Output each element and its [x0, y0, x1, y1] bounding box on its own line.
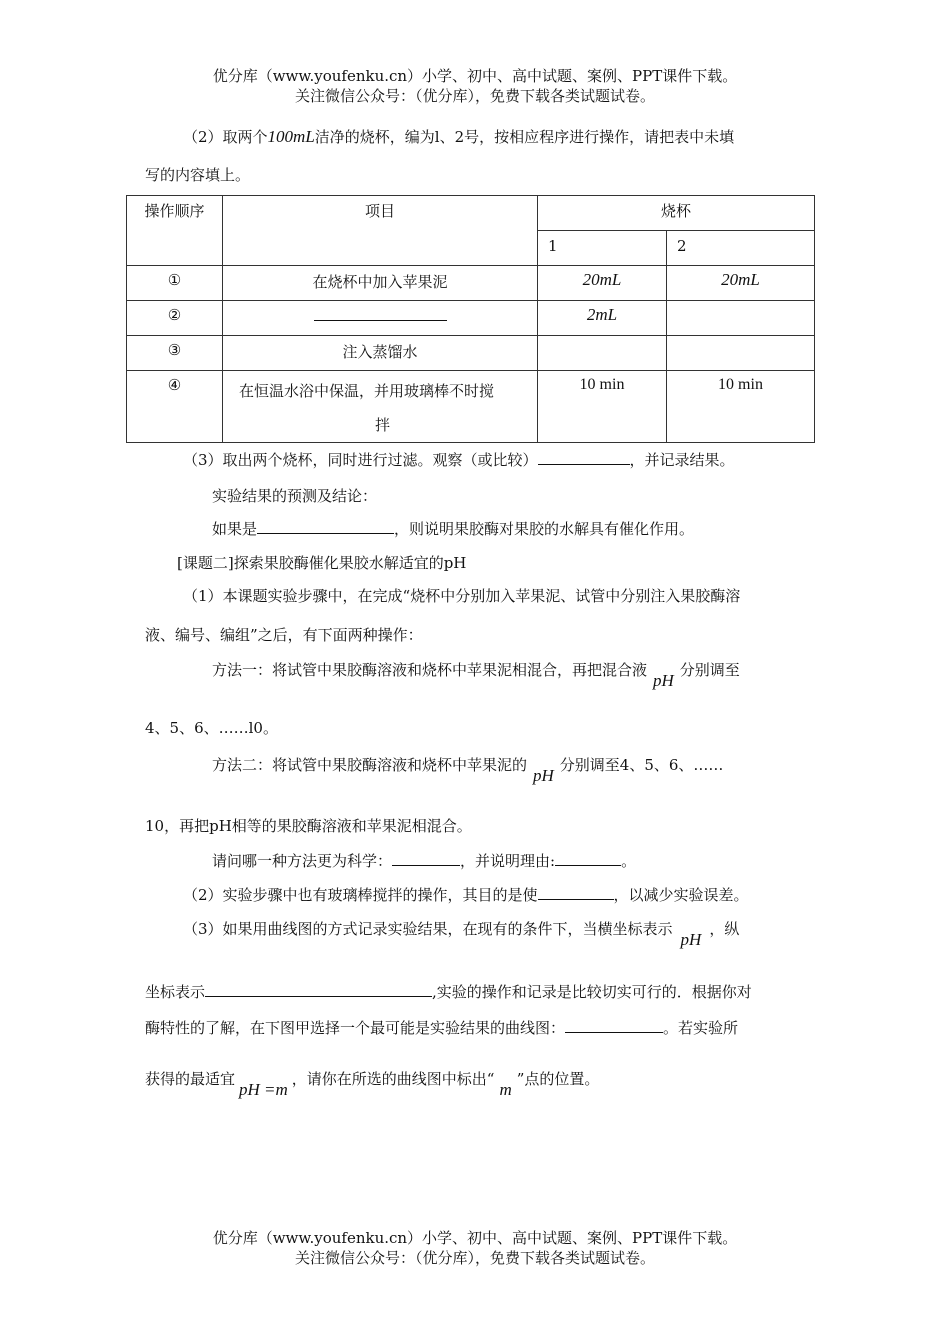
para-3-line-2: 实验结果的预测及结论： — [212, 487, 378, 505]
topic-2-p3-line-3 — [145, 1017, 738, 1038]
text: ，则说明果胶酶对果胶的水解具有催化作用。 — [394, 520, 695, 538]
row-order: ③ — [127, 336, 223, 371]
text: 方法一：将试管中果胶酶溶液和烧杯中苹果泥相混合，再把混合液 — [212, 661, 648, 679]
topic-2-p2 — [183, 884, 749, 905]
table-row — [127, 301, 815, 336]
text: 。若实验所 — [663, 1019, 739, 1037]
text: 方法二：将试管中果胶酶溶液和烧杯中苹果泥的 — [212, 756, 528, 774]
row-order: ④ — [127, 371, 223, 443]
row-item-blank — [223, 301, 538, 336]
answer-blank[interactable] — [205, 982, 432, 997]
para-2-line-1 — [183, 126, 734, 147]
ph-symbol: pH — [680, 930, 702, 949]
text: 获得的最适宜 — [145, 1070, 236, 1088]
page-header — [0, 66, 950, 106]
table-row — [127, 371, 815, 443]
text: 请问哪一种方法更为科学： — [212, 852, 393, 870]
ph-symbol: pH — [653, 671, 674, 690]
footer-line-2: 关注微信公众号：（优分库），免费下载各类试题试卷。 — [294, 1249, 655, 1267]
topic-2-title: [课题二]探索果胶酶催化果胶水解适宜的pH — [177, 554, 467, 572]
text: （3）取出两个烧杯，同时进行过滤。观察（或比较） — [183, 451, 538, 469]
topic-2-p1-line-1: （1）本课题实验步骤中，在完成“烧杯中分别加入苹果泥、试管中分别注入果胶酶溶 — [183, 587, 741, 605]
row-beaker-1: 2mL — [538, 301, 667, 336]
header-beaker-2: 2 — [667, 231, 815, 266]
answer-blank[interactable] — [565, 1018, 663, 1033]
ph-symbol: pH — [533, 766, 554, 785]
header-beaker: 烧杯 — [538, 196, 815, 231]
text: ，以减少实验误差。 — [613, 886, 749, 904]
text: 坐标表示 — [145, 983, 206, 1001]
text: 分别调至 — [679, 661, 740, 679]
answer-blank[interactable] — [257, 519, 394, 534]
volume-expr: 100mL — [267, 127, 315, 146]
para-2-line-2: 写的内容填上。 — [145, 166, 251, 184]
method-1-line-1 — [212, 659, 740, 690]
para-3-line-1 — [183, 449, 735, 470]
row-order: ① — [127, 266, 223, 301]
answer-blank[interactable] — [538, 885, 614, 900]
text: ”点的位置。 — [516, 1070, 600, 1088]
para-3-line-3 — [212, 518, 694, 539]
text: （3）如果用曲线图的方式记录实验结果，在现有的条件下，当横坐标表示 — [183, 920, 673, 938]
row-beaker-1 — [538, 336, 667, 371]
topic-2-p1-line-2: 液、编号、编组”之后，有下面两种操作： — [145, 626, 423, 644]
row-beaker-2 — [667, 301, 815, 336]
page-footer — [0, 1228, 950, 1268]
topic-2-p3-line-2 — [145, 981, 752, 1002]
header-line-1: 优分库（www.youfenku.cn）小学、初中、高中试题、案例、PPT课件下载。 — [212, 67, 738, 85]
header-beaker-1: 1 — [538, 231, 667, 266]
text: ，并说明理由: — [460, 852, 556, 870]
procedure-table — [126, 195, 815, 443]
row-order: ② — [127, 301, 223, 336]
text: ，纵 — [709, 920, 740, 938]
row-item-line-1: 在恒温水浴中保温，并用玻璃棒不时搅 — [239, 382, 495, 400]
row-beaker-2 — [667, 336, 815, 371]
header-item: 项目 — [223, 196, 538, 266]
row-beaker-2: 10 min — [667, 371, 815, 443]
method-2-line-2: 10，再把pH相等的果胶酶溶液和苹果泥相混合。 — [145, 817, 472, 835]
header-line-2: 关注微信公众号：（优分库），免费下载各类试题试卷。 — [294, 87, 655, 105]
ph-equals-m: pH =m — [239, 1080, 288, 1099]
text: 洁净的烧杯，编为l、2号，按相应程序进行操作，请把表中未填 — [314, 128, 735, 146]
row-beaker-1: 20mL — [538, 266, 667, 301]
m-symbol: m — [499, 1080, 512, 1099]
table-row — [127, 266, 815, 301]
row-item — [223, 371, 538, 443]
row-beaker-2: 20mL — [667, 266, 815, 301]
text: （2）取两个 — [183, 128, 268, 146]
text: 如果是 — [212, 520, 258, 538]
row-item: 在烧杯中加入苹果泥 — [223, 266, 538, 301]
text: 酶特性的了解，在下图甲选择一个最可能是实验结果的曲线图： — [145, 1019, 566, 1037]
header-order: 操作顺序 — [127, 196, 223, 266]
answer-blank[interactable] — [392, 851, 460, 866]
row-item-line-2: 拌 — [375, 416, 391, 434]
text: （2）实验步骤中也有玻璃棒搅拌的操作，其目的是使 — [183, 886, 538, 904]
method-1-line-2: 4、5、6、……l0。 — [145, 719, 278, 737]
footer-line-1: 优分库（www.youfenku.cn）小学、初中、高中试题、案例、PPT课件下载。 — [212, 1229, 738, 1247]
answer-blank[interactable] — [538, 450, 630, 465]
topic-2-p3-line-1 — [183, 918, 740, 949]
answer-blank[interactable] — [555, 851, 621, 866]
row-item: 注入蒸馏水 — [223, 336, 538, 371]
method-2-line-1 — [212, 754, 724, 785]
row-beaker-1: 10 min — [538, 371, 667, 443]
question-1 — [212, 850, 636, 871]
topic-2-p3-line-4 — [145, 1068, 600, 1099]
text: 。 — [621, 852, 637, 870]
table-row — [127, 336, 815, 371]
text: ，并记录结果。 — [629, 451, 735, 469]
text: ,实验的操作和记录是比较切实可行的．根据你对 — [432, 983, 752, 1001]
text: 分别调至4、5、6、…… — [559, 756, 724, 774]
text: ，请你在所选的曲线图中标出“ — [291, 1070, 495, 1088]
